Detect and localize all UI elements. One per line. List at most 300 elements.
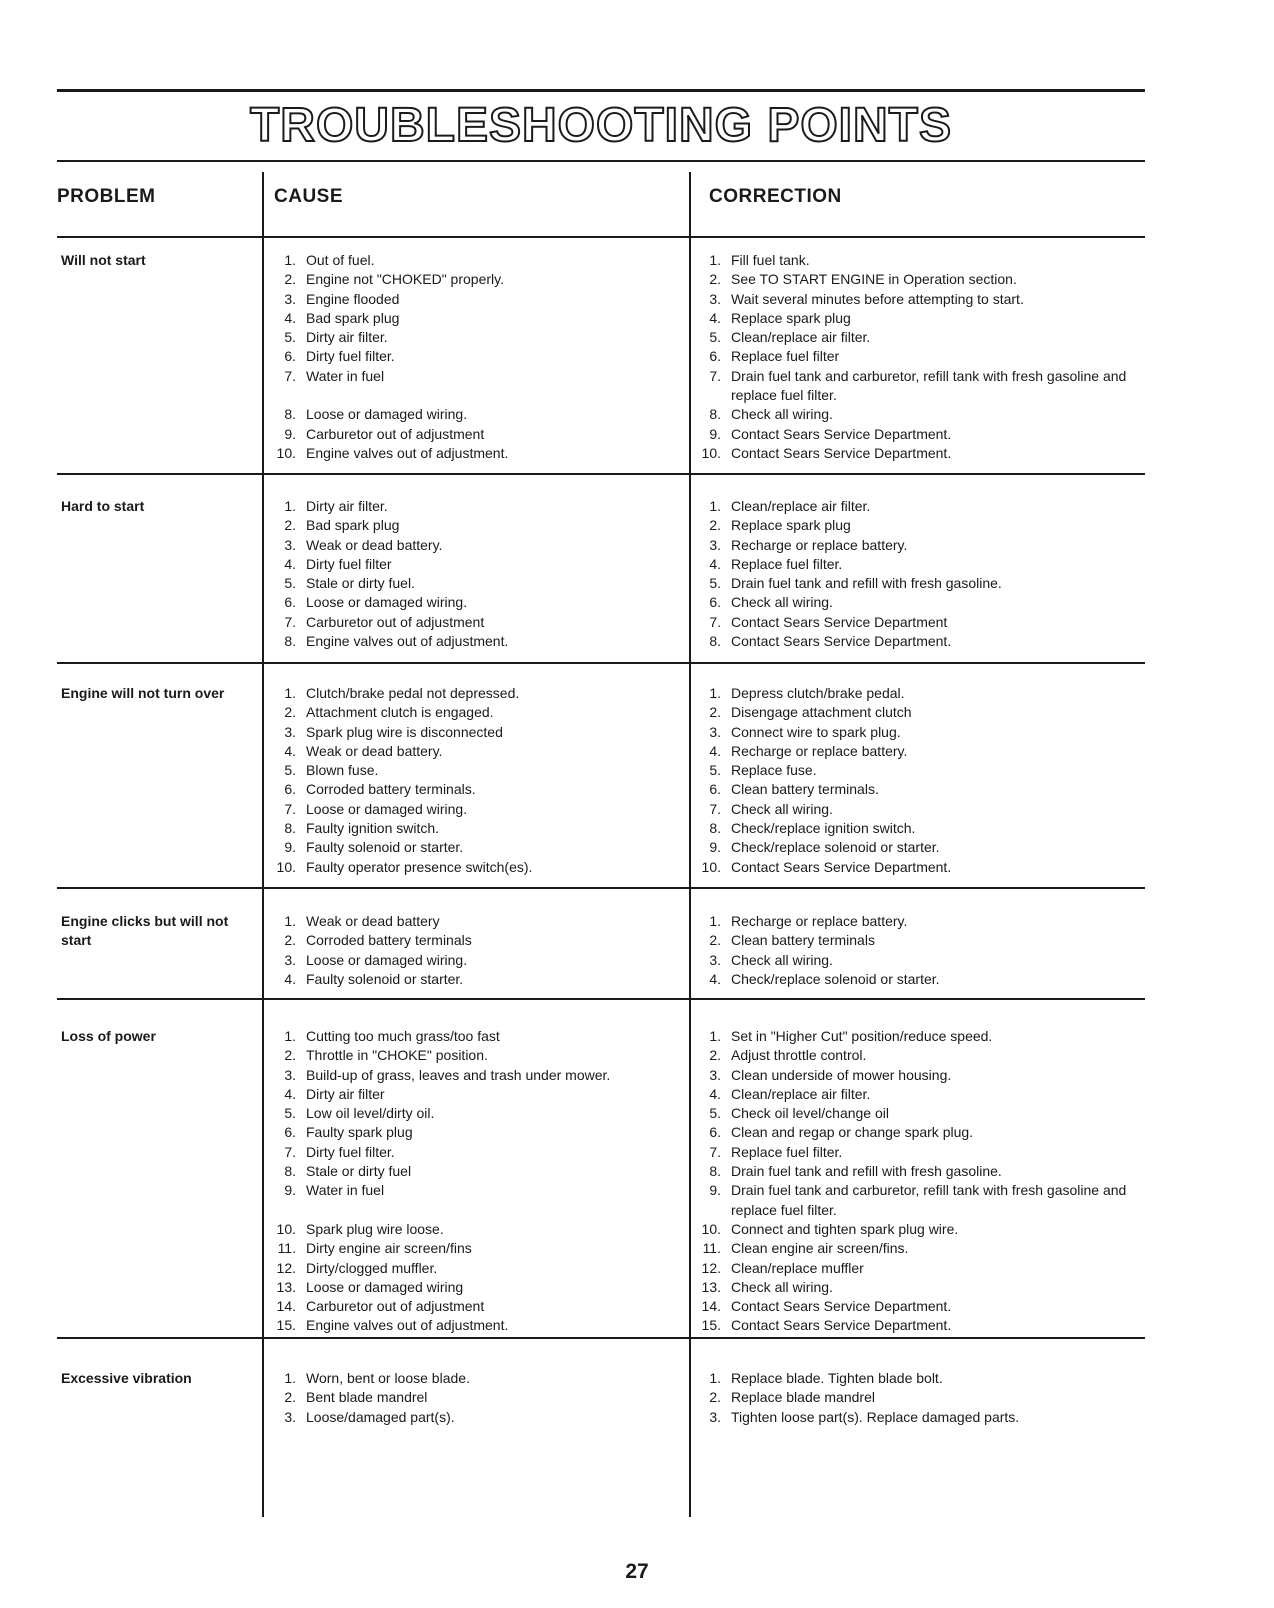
item-text: Check/replace solenoid or starter. — [731, 839, 940, 856]
item-number: 13. — [701, 1278, 721, 1295]
item-text: Replace fuel filter. — [731, 555, 843, 572]
item-number: 5. — [284, 762, 296, 779]
item-text: Replace spark plug — [731, 309, 851, 326]
item-number: 2. — [284, 932, 296, 949]
item-text: Loose or damaged wiring. — [306, 951, 468, 968]
item-text: Weak or dead battery. — [306, 742, 443, 759]
correction-item — [693, 555, 1148, 574]
item-text: Build-up of grass, leaves and trash under mower. — [306, 1066, 611, 1083]
column-divider-correction — [689, 172, 691, 1517]
item-number: 8. — [284, 633, 296, 650]
item-number: 6. — [284, 594, 296, 611]
item-number: 4. — [284, 742, 296, 759]
cause-list — [268, 1027, 678, 1336]
item-text: Replace fuel filter. — [731, 1143, 843, 1160]
item-text: Loose or damaged wiring. — [306, 594, 468, 611]
item-number: 10. — [701, 1220, 721, 1237]
cause-item — [268, 632, 678, 651]
item-text: Adjust throttle control. — [731, 1047, 867, 1064]
correction-item — [693, 1066, 1148, 1085]
item-number: 9. — [284, 425, 296, 442]
item-text: Contact Sears Service Department — [731, 613, 948, 630]
correction-item — [693, 1046, 1148, 1065]
correction-item — [693, 270, 1148, 289]
cause-item — [268, 1181, 678, 1220]
cause-item — [268, 1046, 678, 1065]
item-number: 4. — [709, 309, 721, 326]
item-text: Clean/replace air filter. — [731, 329, 871, 346]
item-text: Clean/replace muffler — [731, 1259, 864, 1276]
correction-item — [693, 367, 1148, 406]
item-number: 7. — [709, 367, 721, 384]
item-text: Clean underside of mower housing. — [731, 1066, 952, 1083]
cause-item — [268, 1220, 678, 1239]
cause-list — [268, 1369, 678, 1427]
item-number: 8. — [709, 406, 721, 423]
item-text: Set in "Higher Cut" position/reduce speed. — [731, 1028, 993, 1044]
item-text: Corroded battery terminals. — [306, 781, 476, 798]
cause-item — [268, 838, 678, 857]
item-text: Contact Sears Service Department. — [731, 444, 952, 461]
cause-item — [268, 574, 678, 593]
correction-item — [693, 1104, 1148, 1123]
item-text: Fill fuel tank. — [731, 252, 810, 268]
item-number: 5. — [284, 329, 296, 346]
item-text: Engine valves out of adjustment. — [306, 444, 509, 461]
cause-list — [268, 251, 678, 463]
item-number: 7. — [709, 800, 721, 817]
problem-label: Hard to start — [61, 498, 145, 514]
correction-item — [693, 931, 1148, 950]
correction-item — [693, 425, 1148, 444]
item-text: Dirty air filter — [306, 1085, 385, 1102]
item-text: Spark plug wire loose. — [306, 1220, 444, 1237]
item-text: Water in fuel — [306, 1182, 385, 1199]
item-number: 3. — [284, 290, 296, 307]
item-number: 3. — [709, 1066, 721, 1083]
item-number: 15. — [276, 1317, 296, 1334]
page-title: TROUBLESHOOTING POINTS — [249, 99, 952, 152]
cause-item — [268, 347, 678, 366]
cause-item — [268, 1104, 678, 1123]
correction-item — [693, 951, 1148, 970]
item-text: Engine not "CHOKED" properly. — [306, 271, 504, 288]
cause-item — [268, 309, 678, 328]
correction-item — [693, 1239, 1148, 1258]
item-number: 5. — [709, 762, 721, 779]
item-text: Tighten loose part(s). Replace damaged parts. — [731, 1408, 1020, 1425]
item-number: 10. — [276, 444, 296, 461]
column-divider-cause — [262, 172, 264, 1517]
item-number: 3. — [284, 723, 296, 740]
item-number: 10. — [276, 858, 296, 875]
cause-item — [268, 613, 678, 632]
cause-item — [268, 780, 678, 799]
item-number: 3. — [284, 951, 296, 968]
item-text: Drain fuel tank and refill with fresh gasoline. — [731, 575, 1002, 592]
cause-item — [268, 270, 678, 289]
item-number: 4. — [284, 555, 296, 572]
item-text: Recharge or replace battery. — [731, 913, 908, 929]
item-text: Disengage attachment clutch — [731, 704, 912, 721]
item-text: Clean and regap or change spark plug. — [731, 1124, 974, 1141]
item-text: Drain fuel tank and carburetor, refill tank with fresh gasoline and replace fuel filter. — [731, 1182, 1127, 1218]
cause-item — [268, 951, 678, 970]
item-text: Attachment clutch is engaged. — [306, 704, 494, 721]
item-number: 2. — [709, 932, 721, 949]
item-number: 9. — [709, 839, 721, 856]
cause-item — [268, 703, 678, 722]
item-text: Contact Sears Service Department. — [731, 633, 952, 650]
section-divider — [57, 1337, 1145, 1339]
header-rule — [57, 236, 1145, 238]
item-number: 8. — [284, 1163, 296, 1180]
correction-item — [693, 780, 1148, 799]
cause-item — [268, 1143, 678, 1162]
cause-item — [268, 1085, 678, 1104]
correction-item — [693, 1316, 1148, 1335]
item-text: Replace blade. Tighten blade bolt. — [731, 1370, 943, 1386]
correction-item — [693, 497, 1148, 516]
item-number: 4. — [284, 309, 296, 326]
correction-item — [693, 251, 1148, 270]
item-text: Faulty spark plug — [306, 1124, 413, 1141]
item-number: 5. — [284, 1105, 296, 1122]
item-text: Faulty solenoid or starter. — [306, 839, 464, 856]
cause-item — [268, 800, 678, 819]
item-number: 2. — [709, 704, 721, 721]
cause-item — [268, 1297, 678, 1316]
title-top-rule — [57, 89, 1145, 92]
item-number: 3. — [709, 290, 721, 307]
item-number: 6. — [284, 348, 296, 365]
item-text: Low oil level/dirty oil. — [306, 1105, 435, 1122]
correction-item — [693, 347, 1148, 366]
correction-item — [693, 1143, 1148, 1162]
correction-item — [693, 516, 1148, 535]
cause-item — [268, 1259, 678, 1278]
item-text: Dirty/clogged muffler. — [306, 1259, 438, 1276]
item-number: 7. — [284, 367, 296, 384]
item-text: Loose or damaged wiring. — [306, 406, 468, 423]
cause-item — [268, 742, 678, 761]
item-number: 1. — [709, 1370, 721, 1386]
correction-list — [693, 497, 1148, 651]
correction-item — [693, 1259, 1148, 1278]
cause-item — [268, 555, 678, 574]
correction-item — [693, 838, 1148, 857]
section-divider — [57, 473, 1145, 475]
cause-item — [268, 1162, 678, 1181]
item-number: 2. — [284, 517, 296, 534]
correction-item — [693, 1181, 1148, 1220]
item-number: 8. — [284, 406, 296, 423]
item-text: Out of fuel. — [306, 252, 375, 268]
item-number: 1. — [284, 685, 296, 701]
correction-item — [693, 819, 1148, 838]
item-number: 2. — [709, 1389, 721, 1406]
correction-list — [693, 1369, 1148, 1427]
item-text: Check all wiring. — [731, 594, 833, 611]
cause-item — [268, 328, 678, 347]
item-number: 4. — [709, 555, 721, 572]
correction-list — [693, 912, 1148, 989]
correction-item — [693, 290, 1148, 309]
correction-item — [693, 970, 1148, 989]
item-text: Blown fuse. — [306, 762, 379, 779]
item-text: Check all wiring. — [731, 1278, 833, 1295]
item-number: 6. — [709, 781, 721, 798]
correction-item — [693, 703, 1148, 722]
item-number: 1. — [284, 913, 296, 929]
item-text: Carburetor out of adjustment — [306, 1298, 485, 1315]
section-divider — [57, 662, 1145, 664]
cause-item — [268, 819, 678, 838]
cause-list — [268, 912, 678, 989]
item-number: 7. — [709, 1143, 721, 1160]
item-number: 1. — [709, 252, 721, 268]
item-text: Faulty solenoid or starter. — [306, 970, 464, 987]
cause-item — [268, 1278, 678, 1297]
item-number: 2. — [709, 1047, 721, 1064]
item-number: 5. — [709, 329, 721, 346]
cause-item — [268, 1388, 678, 1407]
item-number: 3. — [284, 536, 296, 553]
cause-item — [268, 761, 678, 780]
item-text: Engine flooded — [306, 290, 400, 307]
cause-list — [268, 497, 678, 651]
correction-item — [693, 632, 1148, 651]
item-number: 10. — [276, 1220, 296, 1237]
item-text: Dirty fuel filter. — [306, 1143, 395, 1160]
item-text: Clean engine air screen/fins. — [731, 1240, 909, 1257]
correction-item — [693, 1123, 1148, 1142]
problem-label: Engine will not turn over — [61, 685, 225, 701]
cause-item — [268, 593, 678, 612]
header-cause: CAUSE — [274, 186, 344, 207]
item-number: 8. — [709, 1163, 721, 1180]
item-number: 2. — [709, 271, 721, 288]
item-text: Drain fuel tank and refill with fresh gasoline. — [731, 1163, 1002, 1180]
problem-label: Loss of power — [61, 1028, 156, 1044]
item-text: Contact Sears Service Department. — [731, 425, 952, 442]
item-number: 7. — [284, 613, 296, 630]
item-number: 2. — [284, 704, 296, 721]
item-text: Faulty operator presence switch(es). — [306, 858, 533, 875]
item-number: 12. — [276, 1259, 296, 1276]
item-number: 11. — [277, 1240, 296, 1257]
item-text: Dirty fuel filter. — [306, 348, 395, 365]
correction-list — [693, 684, 1148, 877]
item-number: 10. — [701, 444, 721, 461]
cause-item — [268, 290, 678, 309]
cause-item — [268, 405, 678, 424]
correction-item — [693, 742, 1148, 761]
title-bottom-rule — [57, 160, 1145, 162]
item-text: Connect and tighten spark plug wire. — [731, 1220, 959, 1237]
cause-item — [268, 425, 678, 444]
item-number: 5. — [709, 575, 721, 592]
cause-item — [268, 970, 678, 989]
item-text: Dirty engine air screen/fins — [306, 1240, 472, 1257]
item-text: Carburetor out of adjustment — [306, 613, 485, 630]
cause-item — [268, 251, 678, 270]
item-number: 11. — [702, 1240, 721, 1257]
cause-item — [268, 1123, 678, 1142]
item-text: Contact Sears Service Department. — [731, 1298, 952, 1315]
item-number: 1. — [709, 1028, 721, 1044]
item-text: Clean/replace air filter. — [731, 498, 871, 514]
item-text: Cutting too much grass/too fast — [306, 1028, 500, 1044]
item-number: 14. — [276, 1298, 296, 1315]
correction-item — [693, 574, 1148, 593]
correction-item — [693, 328, 1148, 347]
item-text: Water in fuel — [306, 367, 385, 384]
item-number: 1. — [709, 913, 721, 929]
item-text: Stale or dirty fuel. — [306, 575, 415, 592]
cause-item — [268, 367, 678, 406]
item-text: Check/replace solenoid or starter. — [731, 970, 940, 987]
cause-item — [268, 497, 678, 516]
item-number: 12. — [701, 1259, 721, 1276]
cause-item — [268, 1369, 678, 1388]
correction-item — [693, 1162, 1148, 1181]
item-text: Loose or damaged wiring — [306, 1278, 464, 1295]
item-text: Stale or dirty fuel — [306, 1163, 412, 1180]
item-number: 4. — [709, 1085, 721, 1102]
item-text: Replace spark plug — [731, 517, 851, 534]
item-number: 10. — [701, 858, 721, 875]
page-number: 27 — [625, 1560, 649, 1583]
item-number: 5. — [284, 575, 296, 592]
correction-item — [693, 761, 1148, 780]
item-number: 7. — [709, 613, 721, 630]
item-text: Clean battery terminals — [731, 932, 875, 949]
item-text: Bent blade mandrel — [306, 1389, 428, 1406]
item-text: Replace fuse. — [731, 762, 817, 779]
item-text: Loose/damaged part(s). — [306, 1408, 455, 1425]
item-text: Check all wiring. — [731, 951, 833, 968]
correction-item — [693, 309, 1148, 328]
item-text: Bad spark plug — [306, 309, 400, 326]
item-text: Engine valves out of adjustment. — [306, 1317, 509, 1334]
correction-item — [693, 912, 1148, 931]
item-text: Dirty air filter. — [306, 329, 388, 346]
item-text: Spark plug wire is disconnected — [306, 723, 503, 740]
item-number: 7. — [284, 800, 296, 817]
item-number: 4. — [284, 970, 296, 987]
item-number: 5. — [709, 1105, 721, 1122]
item-text: Contact Sears Service Department. — [731, 1317, 952, 1334]
item-number: 2. — [284, 1047, 296, 1064]
item-text: Throttle in "CHOKE" position. — [306, 1047, 488, 1064]
cause-item — [268, 536, 678, 555]
item-text: Corroded battery terminals — [306, 932, 472, 949]
problem-label: Excessive vibration — [61, 1370, 192, 1386]
item-number: 7. — [284, 1143, 296, 1160]
cause-item — [268, 684, 678, 703]
item-number: 9. — [709, 425, 721, 442]
item-text: Check/replace ignition switch. — [731, 820, 916, 837]
item-text: Recharge or replace battery. — [731, 742, 908, 759]
item-text: Worn, bent or loose blade. — [306, 1370, 470, 1386]
item-text: Recharge or replace battery. — [731, 536, 908, 553]
cause-item — [268, 1408, 678, 1427]
item-number: 6. — [709, 348, 721, 365]
item-number: 4. — [709, 970, 721, 987]
item-text: Replace blade mandrel — [731, 1389, 875, 1406]
item-number: 3. — [709, 951, 721, 968]
correction-item — [693, 444, 1148, 463]
item-number: 6. — [284, 781, 296, 798]
item-text: Dirty fuel filter — [306, 555, 392, 572]
item-text: Check all wiring. — [731, 406, 833, 423]
correction-item — [693, 1085, 1148, 1104]
item-number: 8. — [284, 820, 296, 837]
item-text: Replace fuel filter — [731, 348, 840, 365]
cause-list — [268, 684, 678, 877]
item-text: Clutch/brake pedal not depressed. — [306, 685, 520, 701]
item-text: Clean/replace air filter. — [731, 1085, 871, 1102]
section-divider — [57, 998, 1145, 1000]
item-number: 8. — [709, 633, 721, 650]
correction-item — [693, 1278, 1148, 1297]
correction-item — [693, 405, 1148, 424]
item-number: 9. — [709, 1182, 721, 1199]
item-number: 2. — [709, 517, 721, 534]
item-number: 1. — [284, 498, 296, 514]
item-number: 3. — [709, 1408, 721, 1425]
item-number: 1. — [284, 1370, 296, 1386]
cause-item — [268, 1066, 678, 1085]
cause-item — [268, 912, 678, 931]
item-number: 15. — [701, 1317, 721, 1334]
problem-label: Engine clicks but will not start — [61, 913, 229, 948]
item-text: Clean battery terminals. — [731, 781, 879, 798]
section-divider — [57, 887, 1145, 889]
correction-item — [693, 1408, 1148, 1427]
correction-item — [693, 593, 1148, 612]
item-number: 9. — [284, 839, 296, 856]
item-number: 6. — [284, 1124, 296, 1141]
item-number: 3. — [709, 536, 721, 553]
item-number: 2. — [284, 1389, 296, 1406]
item-number: 1. — [709, 685, 721, 701]
item-text: Faulty ignition switch. — [306, 820, 440, 837]
item-number: 4. — [709, 742, 721, 759]
cause-item — [268, 858, 678, 877]
item-number: 1. — [709, 498, 721, 514]
item-text: Wait several minutes before attempting to start. — [731, 290, 1024, 307]
correction-item — [693, 800, 1148, 819]
header-correction: CORRECTION — [709, 186, 842, 207]
item-number: 13. — [276, 1278, 296, 1295]
correction-item — [693, 1220, 1148, 1239]
header-problem: PROBLEM — [57, 186, 156, 207]
cause-item — [268, 1316, 678, 1335]
correction-item — [693, 1027, 1148, 1046]
correction-item — [693, 1388, 1148, 1407]
item-text: Dirty air filter. — [306, 498, 388, 514]
correction-item — [693, 684, 1148, 703]
item-number: 8. — [709, 820, 721, 837]
cause-item — [268, 931, 678, 950]
item-number: 6. — [709, 1124, 721, 1141]
item-number: 1. — [284, 1028, 296, 1044]
item-text: Weak or dead battery. — [306, 536, 443, 553]
correction-item — [693, 613, 1148, 632]
item-text: Depress clutch/brake pedal. — [731, 685, 905, 701]
